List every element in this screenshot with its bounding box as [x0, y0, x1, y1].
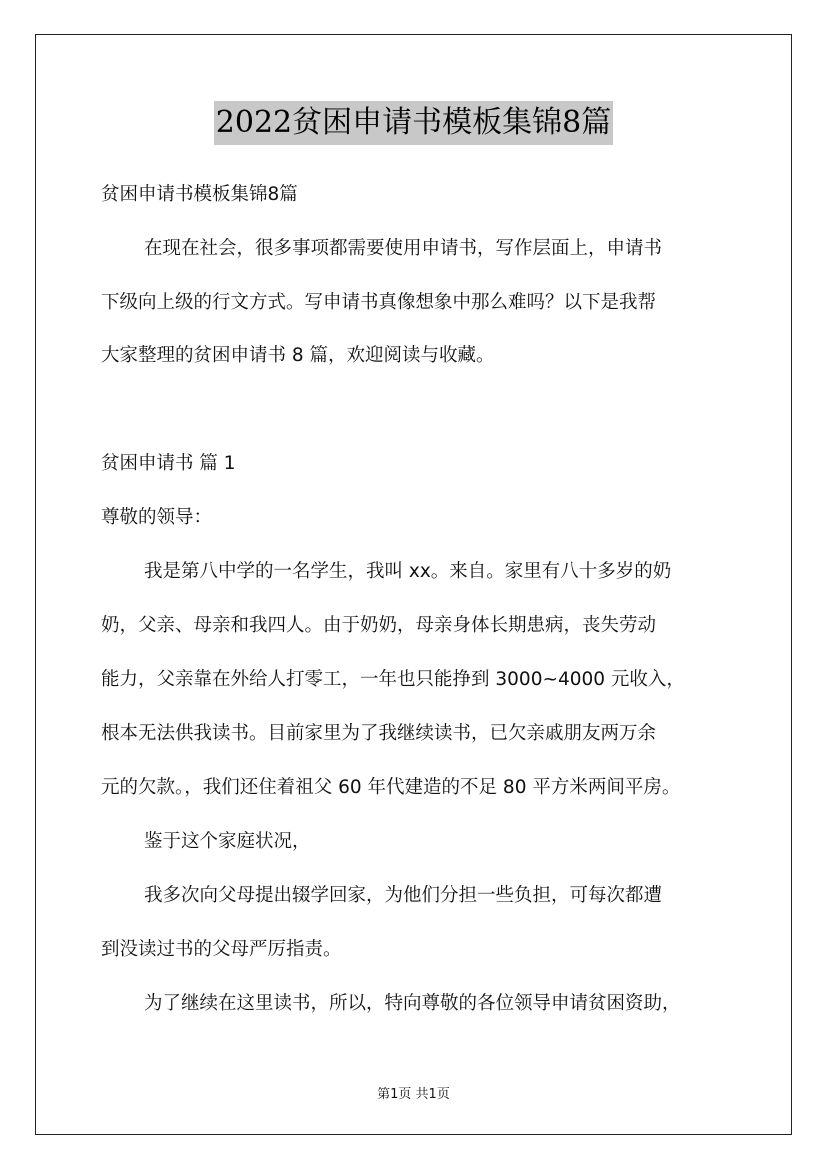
paragraph-line: 根本无法供我读书。目前家里为了我继续读书，已欠亲戚朋友两万余: [101, 723, 657, 744]
salutation: 尊敬的领导：: [101, 507, 213, 528]
paragraph-line: 我是第八中学的一名学生，我叫 xx。来自。家里有八十多岁的奶: [144, 561, 672, 582]
intro-line: 大家整理的贫困申请书 8 篇，欢迎阅读与收藏。: [101, 345, 495, 366]
paragraph-line: 为了继续在这里读书，所以，特向尊敬的各位领导申请贫困资助，: [144, 993, 681, 1014]
page-footer: 第1页 共1页: [377, 1087, 450, 1102]
document-title: [0, 101, 827, 145]
paragraph-line: 鉴于这个家庭状况，: [144, 831, 311, 852]
paragraph-line: 到没读过书的父母严厉指责。: [101, 939, 342, 960]
paragraph-line: 奶，父亲、母亲和我四人。由于奶奶，母亲身体长期患病，丧失劳动: [101, 615, 657, 636]
intro-line: 在现在社会，很多事项都需要使用申请书，写作层面上，申请书: [144, 238, 663, 259]
intro-line: 下级向上级的行文方式。写申请书真像想象中那么难吗？以下是我帮: [101, 292, 657, 313]
paragraph-line: 能力，父亲靠在外给人打零工，一年也只能挣到 3000~4000 元收入，: [101, 669, 685, 690]
subtitle: 贫困申请书模板集锦8篇: [101, 184, 298, 205]
section-heading: 贫困申请书 篇 1: [101, 453, 236, 474]
paragraph-line: 我多次向父母提出辍学回家，为他们分担一些负担，可每次都遭: [144, 885, 663, 906]
document-title-text: 2022贫困申请书模板集锦8篇: [214, 101, 613, 145]
paragraph-line: 元的欠款。，我们还住着祖父 60 年代建造的不足 80 平方米两间平房。: [101, 777, 681, 798]
